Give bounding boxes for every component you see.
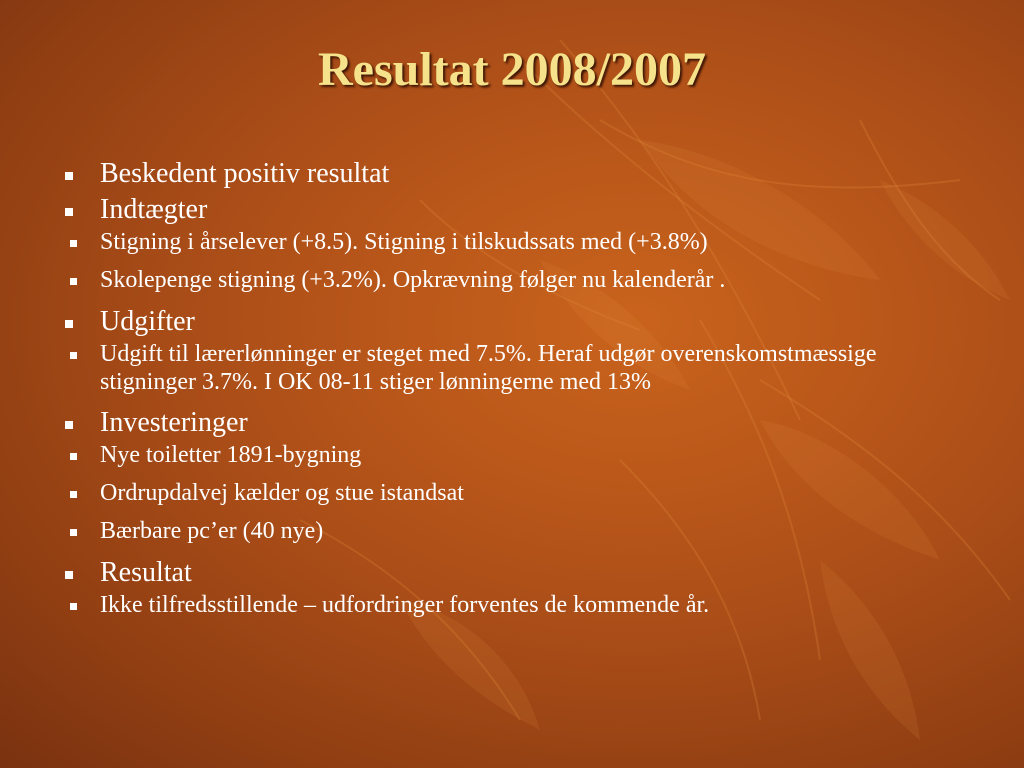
section-indtaegter (60, 192, 960, 295)
list-item: Udgift til lærerlønninger er steget med 7.5%. Heraf udgør overenskomstmæssige stigninger 3.7%. I OK 08-11 stiger lønningerne med 13% (100, 340, 920, 396)
list-item: Ikke tilfredsstillende – udfordringer forventes de kommende år. (100, 591, 960, 620)
list-item: Ordrupdalvej kælder og stue istandsat (100, 479, 960, 508)
slide-title: Resultat 2008/2007 (318, 43, 706, 96)
section-heading: Udgifter (100, 304, 960, 340)
list-item: Bærbare pc’er (40 nye) (100, 517, 960, 546)
section-resultat (60, 555, 960, 620)
section-udgifter (60, 304, 960, 396)
section-heading: Indtægter (100, 192, 960, 228)
list-item: Skolepenge stigning (+3.2%). Opkrævning følger nu kalenderår . (100, 266, 960, 295)
bullet-list (60, 156, 960, 629)
section-heading: Beskedent positiv resultat (100, 156, 960, 192)
section-beskedent (60, 156, 960, 192)
section-investeringer (60, 405, 960, 546)
list-item: Nye toiletter 1891-bygning (100, 441, 960, 470)
list-item: Stigning i årselever (+8.5). Stigning i tilskudssats med (+3.8%) (100, 228, 960, 257)
section-heading: Resultat (100, 555, 960, 591)
section-heading: Investeringer (100, 405, 960, 441)
